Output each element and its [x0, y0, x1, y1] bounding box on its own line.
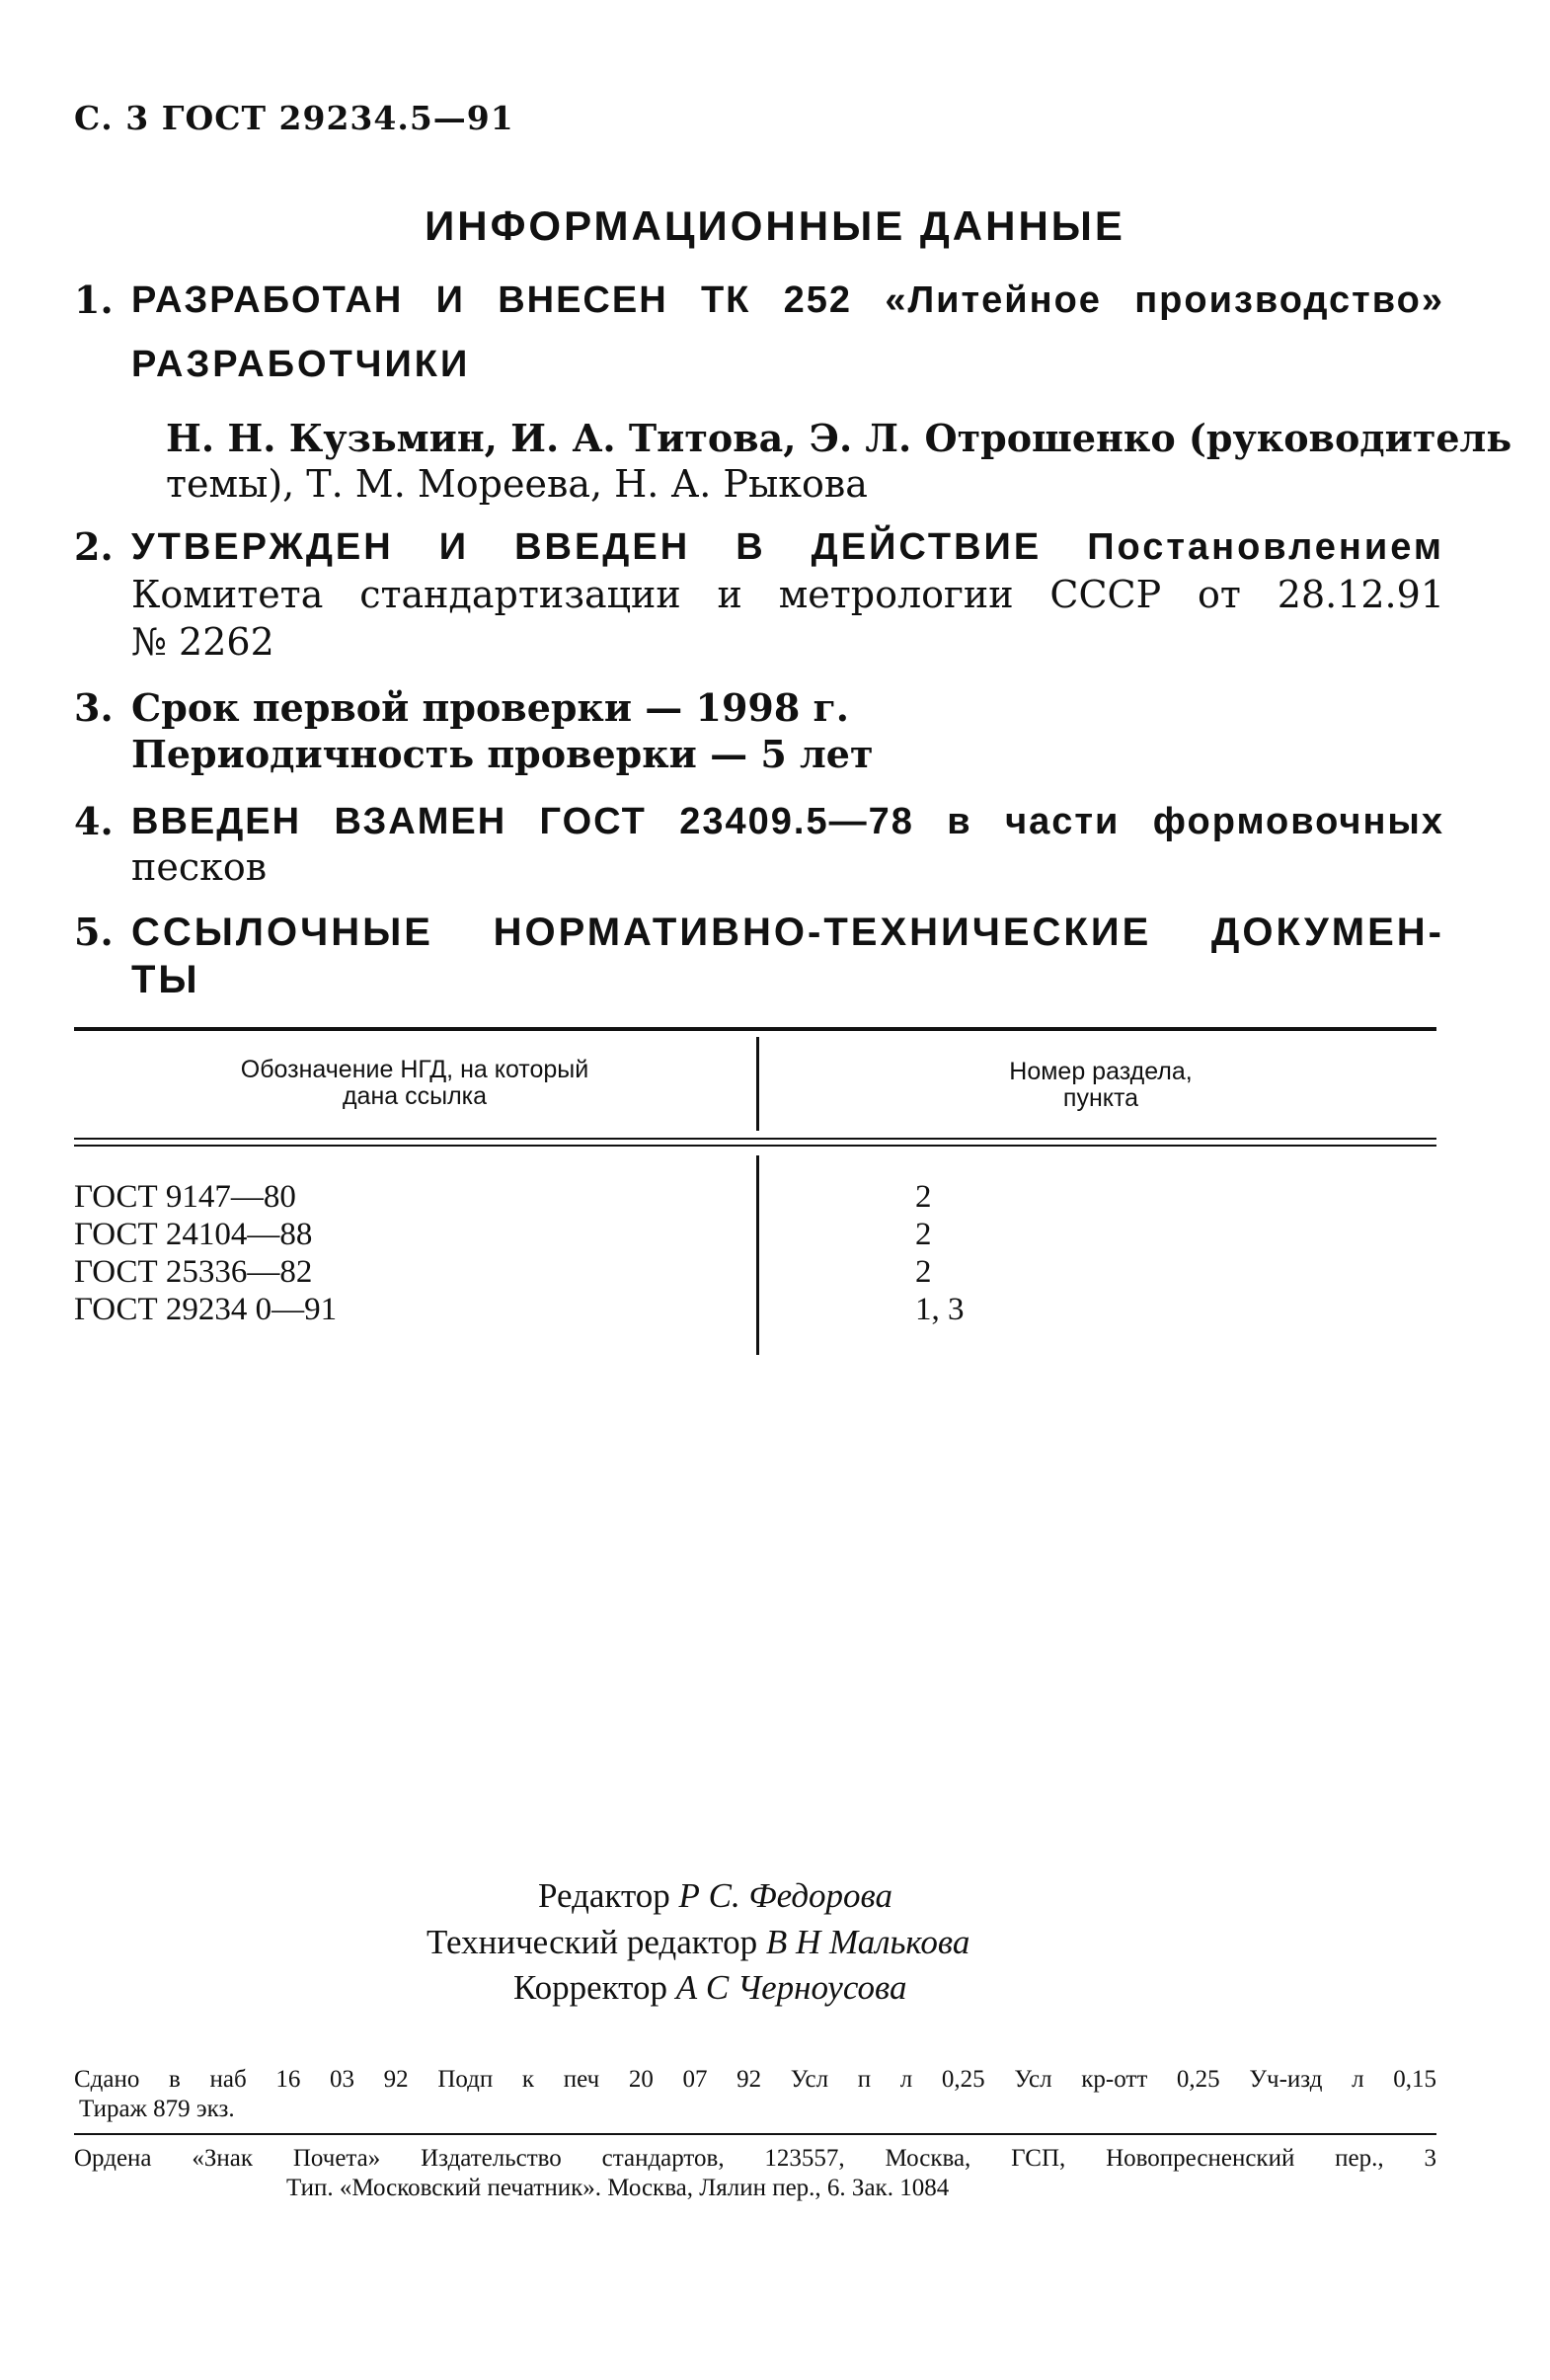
item-2-line-3: № 2262: [131, 620, 274, 664]
item-4-number: 4.: [74, 799, 114, 843]
imprint-line-4: Тип. «Московский печатник». Москва, Лялин пер., 6. Зак. 1084: [286, 2175, 950, 2201]
imprint-rule: [74, 2133, 1436, 2135]
header-section-line-1: Номер раздела,: [1009, 1058, 1193, 1085]
table-header-divider: [756, 1037, 759, 1131]
item-3-line-1: Срок первой проверки — 1998 г.: [131, 685, 850, 730]
item-2-line-1: УТВЕРЖДЕН И ВВЕДЕН В ДЕЙСТВИЕ Постановлением: [131, 526, 1444, 568]
table-row-section: 2: [915, 1217, 932, 1252]
table-row-doc: ГОСТ 29234 0—91: [74, 1292, 338, 1327]
item-3-number: 3.: [74, 685, 114, 730]
item-5-line-1: ССЫЛОЧНЫЕ НОРМАТИВНО-ТЕХНИЧЕСКИЕ ДОКУМЕН-: [131, 911, 1444, 954]
item-3-line-2: Периодичность проверки — 5 лет: [131, 732, 874, 776]
table-row-section: 1, 3: [915, 1292, 965, 1327]
item-2-line-2: Комитета стандартизации и метрологии СССР от 28.12.91: [131, 573, 1444, 616]
table-row-doc: ГОСТ 24104—88: [74, 1217, 313, 1252]
tech-editor-name: В Н Малькова: [765, 1923, 970, 1961]
tech-editor-line: [426, 1923, 969, 1962]
table-header-rule-2: [74, 1145, 1436, 1147]
header-document-line-1: Обозначение НГД, на который: [240, 1056, 589, 1083]
developers-line-1: Н. Н. Кузьмин, И. А. Титова, Э. Л. Отрошенко (руководитель: [166, 416, 1512, 460]
table-header-document: [94, 1057, 736, 1110]
item-1-number: 1.: [74, 278, 114, 322]
imprint-line-1: Сдано в наб 16 03 92 Подп к печ 20 07 92 Усл п л 0,25 Усл кр-отт 0,25 Уч-изд л 0,15: [74, 2066, 1436, 2093]
page-title: ИНФОРМАЦИОННЫЕ ДАННЫЕ: [425, 202, 1125, 249]
table-header-rule-1: [74, 1138, 1436, 1140]
item-4-line-1: ВВЕДЕН ВЗАМЕН ГОСТ 23409.5—78 в части формовочных: [131, 801, 1444, 842]
developers-heading: РАЗРАБОТЧИКИ: [131, 344, 471, 385]
item-4-line-2: песков: [131, 845, 268, 889]
header-document-line-2: дана ссылка: [342, 1082, 488, 1110]
proofreader-name: А С Черноусова: [675, 1968, 907, 2007]
item-2-number: 2.: [74, 524, 114, 569]
imprint-line-3: Ордена «Знак Почета» Издательство стандартов, 123557, Москва, ГСП, Новопресненский пер., 3: [74, 2145, 1436, 2172]
table-row-section: 2: [915, 1179, 932, 1215]
table-top-rule: [74, 1027, 1436, 1031]
proofreader-line: [513, 1968, 906, 2008]
table-header-section: [780, 1059, 1422, 1112]
table-row-doc: ГОСТ 9147—80: [74, 1179, 296, 1215]
developers-line-2: темы), Т. М. Мореева, Н. А. Рыкова: [166, 462, 868, 506]
editor-name: Р С. Федорова: [678, 1876, 892, 1915]
table-body-divider: [756, 1155, 759, 1355]
imprint-line-2: Тираж 879 экз.: [79, 2096, 235, 2122]
proofreader-label: Корректор: [513, 1968, 668, 2007]
item-1-text: РАЗРАБОТАН И ВНЕСЕН ТК 252 «Литейное производство»: [131, 279, 1444, 321]
tech-editor-label: Технический редактор: [426, 1923, 758, 1961]
editor-label: Редактор: [538, 1876, 670, 1915]
editor-line: [538, 1876, 892, 1916]
item-5-number: 5.: [74, 910, 114, 954]
page-header: С. 3 ГОСТ 29234.5—91: [74, 99, 514, 137]
header-section-line-2: пункта: [1062, 1084, 1139, 1112]
table-row-section: 2: [915, 1254, 932, 1290]
item-5-line-2: ТЫ: [131, 958, 200, 1001]
table-row-doc: ГОСТ 25336—82: [74, 1254, 313, 1290]
